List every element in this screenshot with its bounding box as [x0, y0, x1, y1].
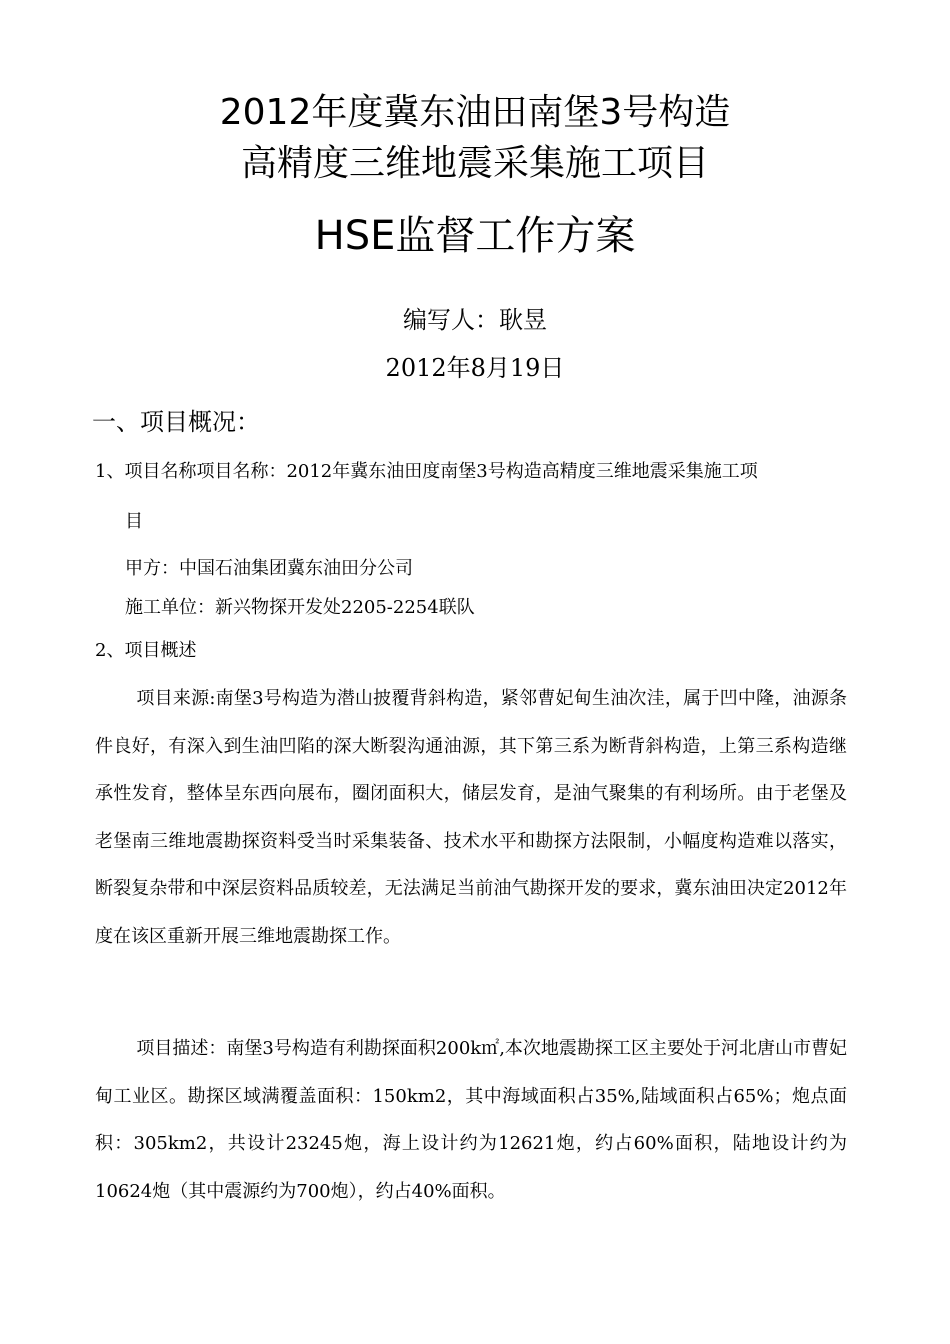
party-a-line: 甲方：中国石油集团冀东油田分公司 — [125, 558, 413, 579]
project-summary-heading: 2、项目概述 — [95, 640, 197, 661]
project-description-paragraph: 项目描述：南堡3号构造有利勘探面积200k㎡,本次地震勘探工区主要处于河北唐山市曹妃甸工业区。勘探区域满覆盖面积：150km2，其中海域面积占35%,陆域面积占65%；炮点面积：305km2，共设计23245炮，海上设计约为12621炮，约占60%面积，陆地设计约为10624炮（其中震源约为700炮），约占40%面积。 — [95, 1038, 847, 1202]
project-name-line-1: 1、项目名称项目名称：2012年冀东油田度南堡3号构造高精度三维地震采集施工项 — [95, 461, 758, 482]
author-line: 编写人：耿昱 — [403, 306, 547, 334]
section-heading-overview: 一、项目概况： — [92, 408, 260, 436]
date-line: 2012年8月19日 — [385, 354, 565, 382]
title-hse-plan: HSE监督工作方案 — [314, 213, 636, 259]
title-line-2: 高精度三维地震采集施工项目 — [240, 143, 709, 184]
project-name-line-2: 目 — [125, 511, 143, 532]
title-line-1: 2012年度冀东油田南堡3号构造 — [219, 92, 731, 133]
contractor-line: 施工单位：新兴物探开发处2205-2254联队 — [125, 597, 475, 618]
project-source-paragraph: 项目来源:南堡3号构造为潜山披覆背斜构造，紧邻曹妃甸生油次洼，属于凹中隆，油源条件良好，有深入到生油凹陷的深大断裂沟通油源，其下第三系为断背斜构造，上第三系构造继承性发育，整体呈东西向展布，圈闭面积大，储层发育，是油气聚集的有利场所。由于老堡及老堡南三维地震勘探资料受当时采集装备、技术水平和勘探方法限制，小幅度构造难以落实，断裂复杂带和中深层资料品质较差，无法满足当前油气勘探开发的要求，冀东油田决定2012年度在该区重新开展三维地震勘探工作。 — [95, 688, 847, 947]
